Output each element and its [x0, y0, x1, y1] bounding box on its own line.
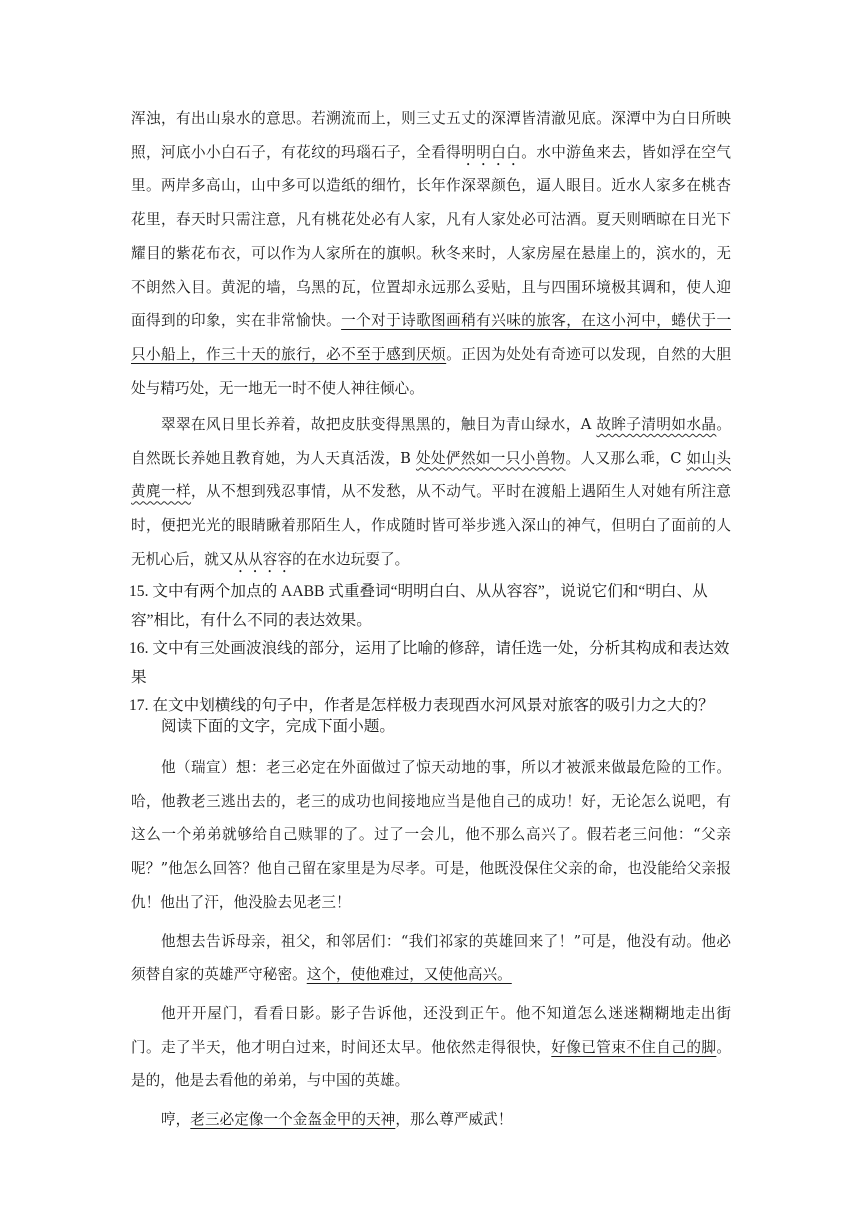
- question-number: 16.: [129, 640, 149, 658]
- underlined-sentence: 这个，使他难过，又使他高兴。: [306, 966, 512, 984]
- question-text: 文中有两个加点的 AABB 式重叠词“明明白白、从从容容”，说说它们和“明白、从容”相比，有什么不同的表达效果。: [131, 583, 708, 629]
- wavy-underline-c: 如山头黄麂一样: [131, 449, 731, 501]
- text-segment: 。是的，他是去看他的弟弟，与中国的英雄。: [131, 1038, 731, 1090]
- passage-1-continuation: [131, 102, 731, 405]
- paragraph-cuicui: [131, 408, 731, 577]
- question-16: [131, 635, 741, 692]
- dotted-word: 明明白白: [461, 143, 522, 161]
- text-segment: ，从不想到残忍事情，从不发愁，从不动气。平时在渡船上遇陌生人对她有所注意时，便把光光的眼睛瞅着那陌生人，作成随时皆可举步逃入深山的神气，但明白了面前的人无机心后，就又: [131, 483, 731, 568]
- paragraph-tell-family: [131, 925, 731, 992]
- question-number: 15.: [129, 583, 149, 600]
- paragraph-ruixuan-thought: 他（瑞宣）想：老三必定在外面做过了惊天动地的事，所以才被派来做最危险的工作。哈，他教老三逃出去的，老三的成功也间接地应当是他自己的成功！好，无论怎么说吧，有这么一个弟弟就够给自己赎罪的了。过了一会儿，他不那么高兴了。假若老三问他：“父亲呢？”他怎么回答？他自己留在家里是为尽孝。可是，他既没保住父亲的命，也没能给父亲报仇！他出了汗，他没脸去见老三！: [131, 759, 731, 911]
- text-segment: 。人又那么乖，C: [565, 449, 687, 467]
- underlined-sentence: 一个对于诗歌图画稍有兴味的旅客，在这小河中，蜷伏于一只小船上，作三十天的旅行，必不至于感到厌烦: [131, 312, 731, 363]
- dotted-word: 从从容容: [233, 550, 293, 568]
- text-segment: 。正因为处处有奇迹可以发现，自然的大胆处与精巧处，无一地无一时不使人神往倾心。: [131, 345, 731, 397]
- text-segment: 的在水边玩耍了。: [292, 550, 410, 568]
- question-15: [131, 578, 741, 635]
- paragraph-hero-image: [131, 1103, 731, 1137]
- text-segment: 。水中游鱼来去，皆如浮在空气里。两岸多高山，山中多可以造纸的细竹，长年作深翠颜色，逼人眼目。近水人家多在桃杏花里，春天时只需注意，凡有桃花处必有人家，凡有人家处必可沽酒。夏天则晒晾在日光下耀目的紫花布衣，可以作为人家所在的旗帜。秋冬来时，人家房屋在悬崖上的，滨水的，无不朗然入目。黄泥的墙，乌黑的瓦，位置却永远那么妥贴，且与四围环境极其调和，使人迎面得到的印象，实在非常愉快。: [131, 143, 732, 330]
- text-segment: 他想去告诉母亲，祖父，和邻居们：“我们祁家的英雄回来了！”可是，他没有动。他必须替自家的英雄严守秘密。: [131, 932, 731, 984]
- text-segment: 哼，: [161, 1111, 191, 1129]
- paragraph-leave-house: [131, 997, 731, 1098]
- underlined-sentence: 好像已管束不住自己的脚: [551, 1038, 717, 1056]
- paragraph-scenery: [131, 102, 731, 405]
- text-segment: ，那么尊严威武！: [395, 1111, 513, 1129]
- instruction-block: [131, 713, 731, 742]
- reading-instruction: 阅读下面的文字，完成下面小题。: [161, 718, 395, 735]
- passage-2: [131, 751, 731, 1137]
- text-segment: 翠翠在风日里长养着，故把皮肤变得黑黑的，触目为青山绿水，A: [161, 416, 597, 433]
- wavy-underline-a: 故眸子清明如水晶: [596, 416, 717, 433]
- wavy-underline-b: 处处俨然如一只小兽物: [415, 449, 566, 467]
- question-text: 文中有三处画波浪线的部分，运用了比喻的修辞，请任选一处，分析其构成和表达效果: [131, 640, 730, 686]
- question-number: 17.: [129, 697, 149, 715]
- question-list: [131, 578, 741, 721]
- question-text: 在文中划横线的句子中，作者是怎样极力表现酉水河风景对旅客的吸引力之大的？: [152, 697, 714, 715]
- text-segment: 浑浊，有出山泉水的意思。若溯流而上，则三丈五丈的深潭皆清澈见底。深潭中为白日所映照，河底小小白石子，有花纹的玛瑙石子，全看得: [131, 110, 731, 161]
- text-segment: 。自然既长养她且教育她，为人天真活泼，B: [131, 416, 731, 467]
- underlined-sentence: 老三必定像一个金盔金甲的天神: [190, 1111, 396, 1129]
- text-segment: 他开开屋门，看看日影。影子告诉他，还没到正午。他不知道怎么迷迷糊糊地走出街门。走了半天，他才明白过来，时间还太早。他依然走得很快，: [131, 1004, 731, 1056]
- passage-1-cuicui: [131, 408, 731, 577]
